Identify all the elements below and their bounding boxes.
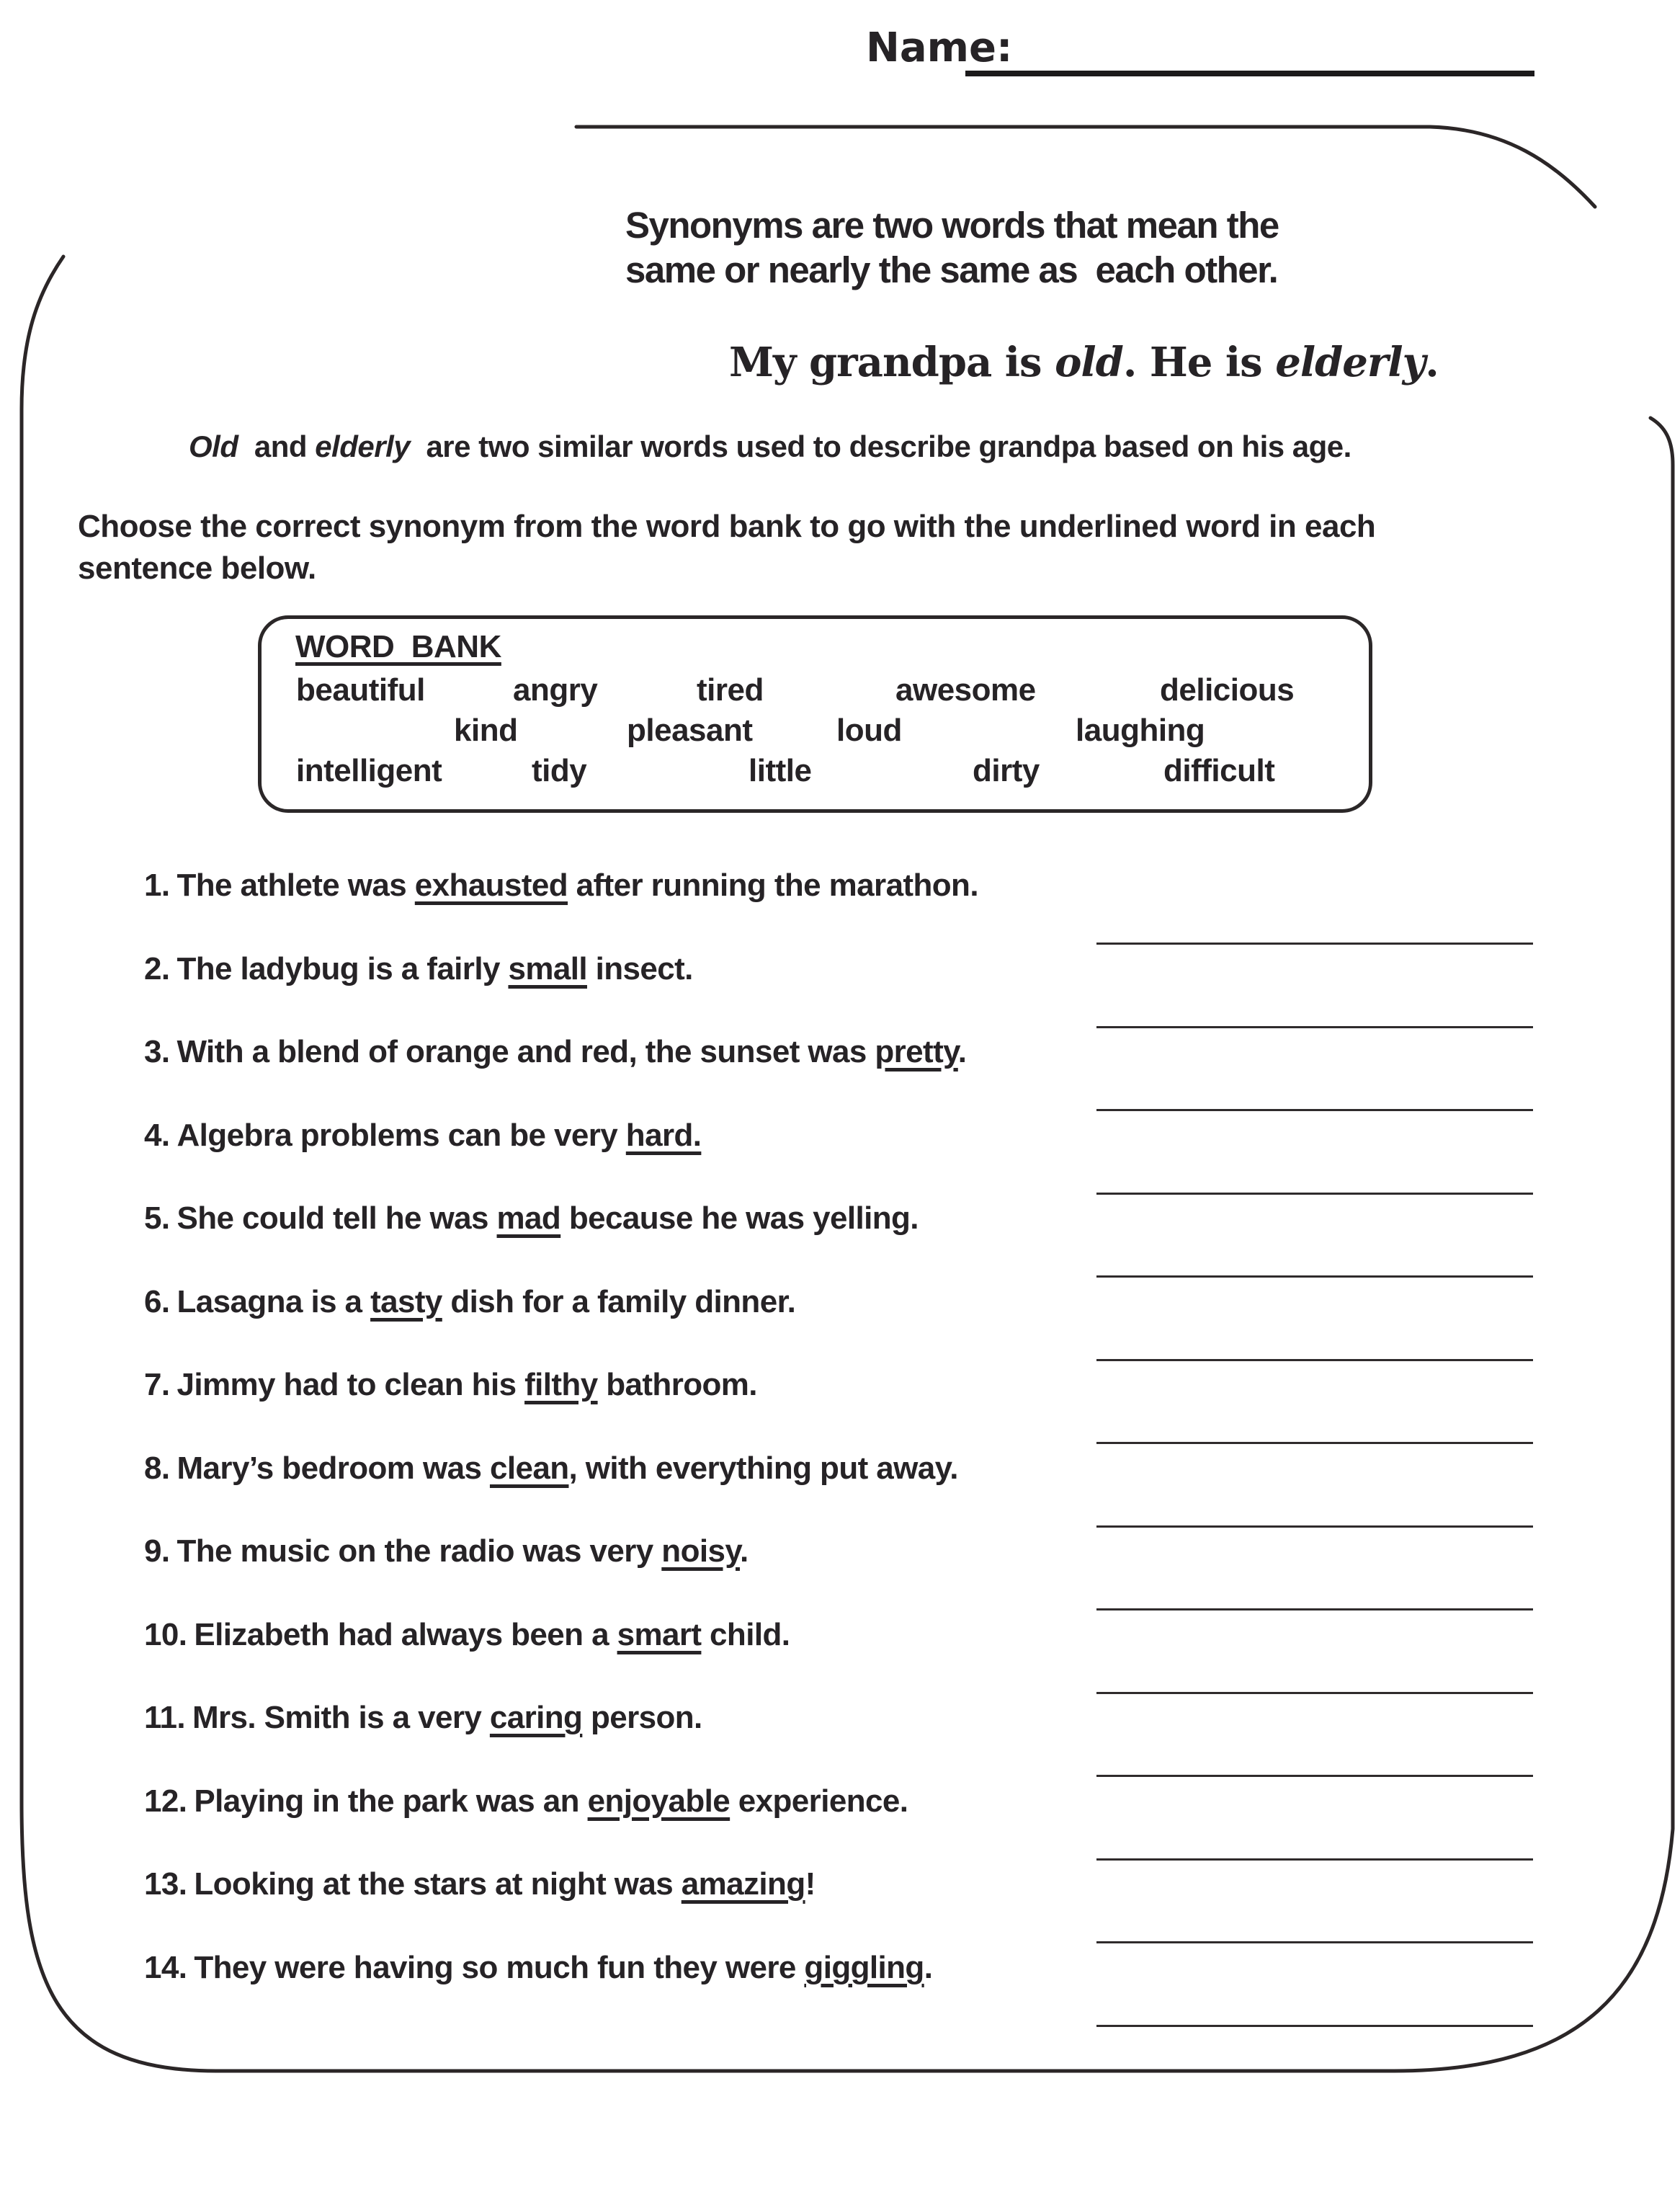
underlined-word: giggling [804,1950,924,1985]
explain-rest: are two similar words used to describe grandpa based on his age. [410,429,1351,463]
word-bank-word: kind [454,713,518,748]
sentence-14 [144,1950,932,1986]
sentence-4 [144,1118,701,1154]
sentence-pre: Playing in the park was an [194,1783,588,1819]
example-sentence [729,339,1439,386]
answer-line-10[interactable] [1096,1692,1533,1694]
sentence-11 [144,1700,702,1736]
sentence-pre: The athlete was [177,868,415,903]
word-bank-word: angry [513,672,598,708]
sentence-number: 8. [144,1451,170,1486]
example-word-elderly: elderly [1275,339,1426,386]
answer-line-12[interactable] [1096,1858,1533,1861]
underlined-word: amazing [681,1866,805,1902]
answer-line-14[interactable] [1096,2025,1533,2027]
answer-line-11[interactable] [1096,1775,1533,1777]
sentence-pre: Mary’s bedroom was [177,1451,490,1486]
word-bank-word: pleasant [627,713,753,748]
answer-line-5[interactable] [1096,1275,1533,1278]
sentence-pre: Jimmy had to clean his [177,1367,525,1402]
instructions-line2: sentence below. [78,551,316,586]
sentence-post: . [739,1533,749,1569]
sentence-number: 2. [144,951,170,986]
sentence-post: because he was yelling. [560,1200,919,1236]
word-bank-word: delicious [1160,672,1295,708]
sentence-post: , with everything put away. [568,1451,958,1486]
intro-text-line2: same or nearly the same as each other. [625,249,1278,290]
answer-line-9[interactable] [1096,1608,1533,1610]
word-bank-word: difficult [1163,753,1275,788]
word-bank-word: laughing [1076,713,1205,748]
sentence-number: 11. [144,1700,185,1735]
instructions-line1: Choose the correct synonym from the word bank to go with the underlined word in each [78,509,1376,544]
word-bank-word: dirty [973,753,1040,788]
sentence-number: 5. [144,1200,170,1236]
underlined-word: pretty [875,1034,958,1069]
sentence-post: . [957,1034,967,1069]
sentence-post: insect. [586,951,693,986]
sentence-7 [144,1367,757,1403]
name-label: Name: [866,24,1013,71]
sentence-number: 7. [144,1367,170,1402]
word-bank-title: WORD BANK [295,629,501,664]
sentence-pre: The music on the radio was very [177,1533,662,1569]
sentence-6 [144,1284,795,1320]
sentence-number: 13. [144,1866,187,1902]
sentence-post: experience. [730,1783,908,1819]
sentence-pre: The ladybug is a fairly [177,951,509,986]
sentence-3 [144,1034,966,1070]
example-end: . [1425,339,1439,386]
sentence-pre: Algebra problems can be very [177,1118,626,1153]
sentence-number: 1. [144,868,170,903]
word-bank-word: beautiful [296,672,425,708]
sentence-pre: Elizabeth had always been a [194,1617,617,1652]
word-bank-word: awesome [895,672,1036,708]
sentence-number: 4. [144,1118,170,1153]
answer-line-1[interactable] [1096,943,1533,945]
sentence-number: 10. [144,1617,187,1652]
underlined-word: filthy [524,1367,598,1402]
word-bank-word: intelligent [296,753,442,788]
sentence-12 [144,1783,908,1819]
example-mid: . He is [1122,339,1276,386]
underlined-word: caring [489,1700,583,1735]
underlined-word: smart [617,1617,702,1652]
example-word-old: old [1055,339,1123,386]
sentence-pre: Mrs. Smith is a very [192,1700,490,1735]
sentence-13 [144,1866,816,1902]
answer-line-7[interactable] [1096,1442,1533,1444]
sentence-pre: They were having so much fun they were [194,1950,805,1985]
sentence-pre: Looking at the stars at night was [194,1866,682,1902]
answer-line-3[interactable] [1096,1109,1533,1111]
word-bank-word: tidy [532,753,587,788]
underlined-word: noisy [661,1533,740,1569]
sentence-10 [144,1617,790,1653]
sentence-post: person. [582,1700,702,1735]
sentence-9 [144,1533,749,1569]
word-bank-box [258,615,1372,813]
word-bank-word: little [749,753,812,788]
underlined-word: tasty [370,1284,442,1319]
underlined-word: mad [496,1200,561,1236]
sentence-1 [144,868,978,904]
example-pre: My grandpa is [729,339,1055,386]
explanation-text [189,429,1351,464]
sentence-pre: With a blend of orange and red, the sunset was [177,1034,875,1069]
sentence-pre: She could tell he was [177,1200,497,1236]
answer-line-2[interactable] [1096,1026,1533,1028]
sentence-number: 3. [144,1034,170,1069]
underlined-word: small [508,951,587,986]
word-bank-word: loud [836,713,902,748]
sentence-post: ! [805,1866,816,1902]
underlined-word: enjoyable [587,1783,730,1819]
sentence-5 [144,1200,919,1237]
word-bank-word: tired [697,672,764,708]
sentence-post: bathroom. [597,1367,757,1402]
underlined-word: clean [489,1451,569,1486]
underlined-word: exhausted [414,868,568,903]
name-blank-line[interactable] [965,71,1534,76]
sentence-number: 9. [144,1533,170,1569]
sentence-number: 12. [144,1783,187,1819]
sentence-pre: Lasagna is a [177,1284,371,1319]
sentence-post: . [924,1950,933,1985]
answer-line-6[interactable] [1096,1359,1533,1361]
explain-word-elderly: elderly [315,429,411,463]
sentence-number: 14. [144,1950,187,1985]
answer-line-13[interactable] [1096,1941,1533,1943]
frame-top-line [576,127,1595,207]
answer-line-8[interactable] [1096,1525,1533,1528]
intro-text-line1: Synonyms are two words that mean the [625,205,1279,246]
sentence-8 [144,1451,958,1487]
sentence-post: child. [701,1617,790,1652]
sentence-post: dish for a family dinner. [442,1284,796,1319]
sentence-post: after running the marathon. [568,868,978,903]
answer-line-4[interactable] [1096,1193,1533,1195]
sentence-number: 6. [144,1284,170,1319]
explain-word-old: Old [189,429,238,463]
underlined-word: hard. [625,1118,702,1153]
explain-mid: and [238,429,316,463]
sentence-2 [144,951,693,987]
